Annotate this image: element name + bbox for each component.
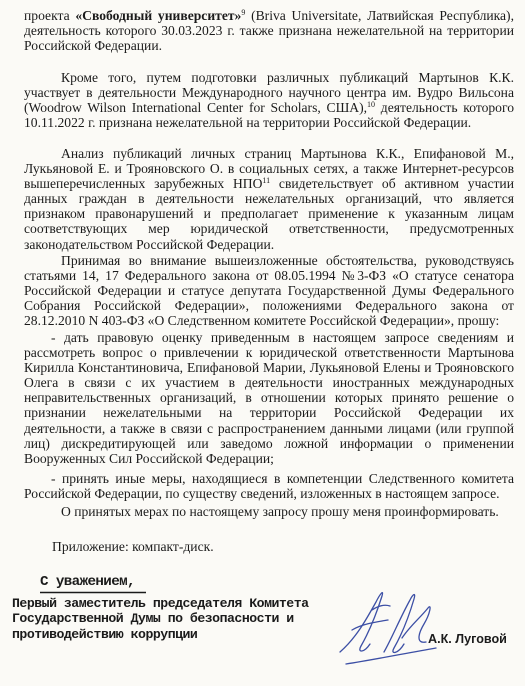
regards-line: С уважением, xyxy=(40,574,135,590)
request-item-1: - дать правовую оценку приведенным в настоящем запросе сведениям и рассмотреть вопрос о привлечении к юридической ответственности Мартынова Кирилла Константиновича, Епифановой Марии, Лукьяновой Елены и Трояновского Олега в связи с их участием в деятельности иностранных международных неправительственных организаций, в отношении которых принято решение о признании нежелательными на территории Российской Федерации их деятельности, а также в связи с распространением данными лицами (или группой лиц) дискредитирующей или заведомо ложной информации о применении Вооруженных Сил Российской Федерации; xyxy=(24,330,514,466)
attachment-note: Приложение: компакт-диск. xyxy=(52,539,214,554)
footnote-ref-9: 9 xyxy=(241,8,246,17)
handwritten-signature xyxy=(332,580,447,672)
signatory-title: Первый заместитель председателя Комитета Государственной Думы по безопасности и противодействию коррупции xyxy=(12,596,309,642)
project-name: «Свободный университет» xyxy=(75,8,242,23)
paragraph-3-rest: свидетельствует об активном участии данных граждан в деятельности нежелательных организаций, что является признаком правонарушений и предполагает применение к указанным лицам соответствующих мер юридической ответственности, предусмотренных законодательством Российской Федерации. xyxy=(24,176,514,252)
paragraph-2-rest: деятельность которого 10.11.2022 г. признана нежелательной на территории Российской Федерации. xyxy=(24,100,515,131)
paragraph-1-rest: (Briva Universitate, Латвийская Республика), деятельность которого 30.03.2023 г. также признана нежелательной на территории Российской Федерации. xyxy=(24,8,514,54)
paragraph-1-lead: проекта xyxy=(24,8,76,23)
regards-underline xyxy=(40,591,146,594)
paragraph-2-lead: Кроме того, путем подготовки различных публикаций Мартынов К.К. участвует в деятельности Международного научного центра им. Вудро Вильсона (Woodrow Wilson International Center for Scholars, США), xyxy=(24,70,514,116)
paragraph-4: Принимая во внимание вышеизложенные обстоятельства, руководствуясь статьями 14, 17 Федерального закона от 08.05.1994 №3-ФЗ «О статусе сенатора Российской Федерации и статусе депутата Государственной Думы Федерального Собрания Российской Федерации», положениями Федерального закона от 28.12.2010 N 403-ФЗ «О Следственном комитете Российской Федерации», прошу: xyxy=(24,253,514,329)
paragraph-closing: О принятых мерах по настоящему запросу прошу меня проинформировать. xyxy=(61,504,499,519)
footnote-ref-10: 10 xyxy=(367,100,376,110)
footnote-ref-11: 11 xyxy=(262,176,271,186)
paragraph-3 xyxy=(24,146,514,252)
paragraph-3-lead: Анализ публикаций личных страниц Мартынова К.К., Епифановой М., Лукьяновой Е. и Трояновского О. в социальных сетях, а также Интернет-ресурсов вышеперечисленных зарубежных НПО xyxy=(24,146,514,192)
paragraph-2 xyxy=(24,70,514,130)
signatory-name: А.К. Луговой xyxy=(428,632,507,646)
paragraph-1 xyxy=(24,8,514,53)
request-item-2: - принять иные меры, находящиеся в компетенции Следственного комитета Российской Федерации, по существу сведений, изложенных в настоящем запросе. xyxy=(24,471,514,502)
